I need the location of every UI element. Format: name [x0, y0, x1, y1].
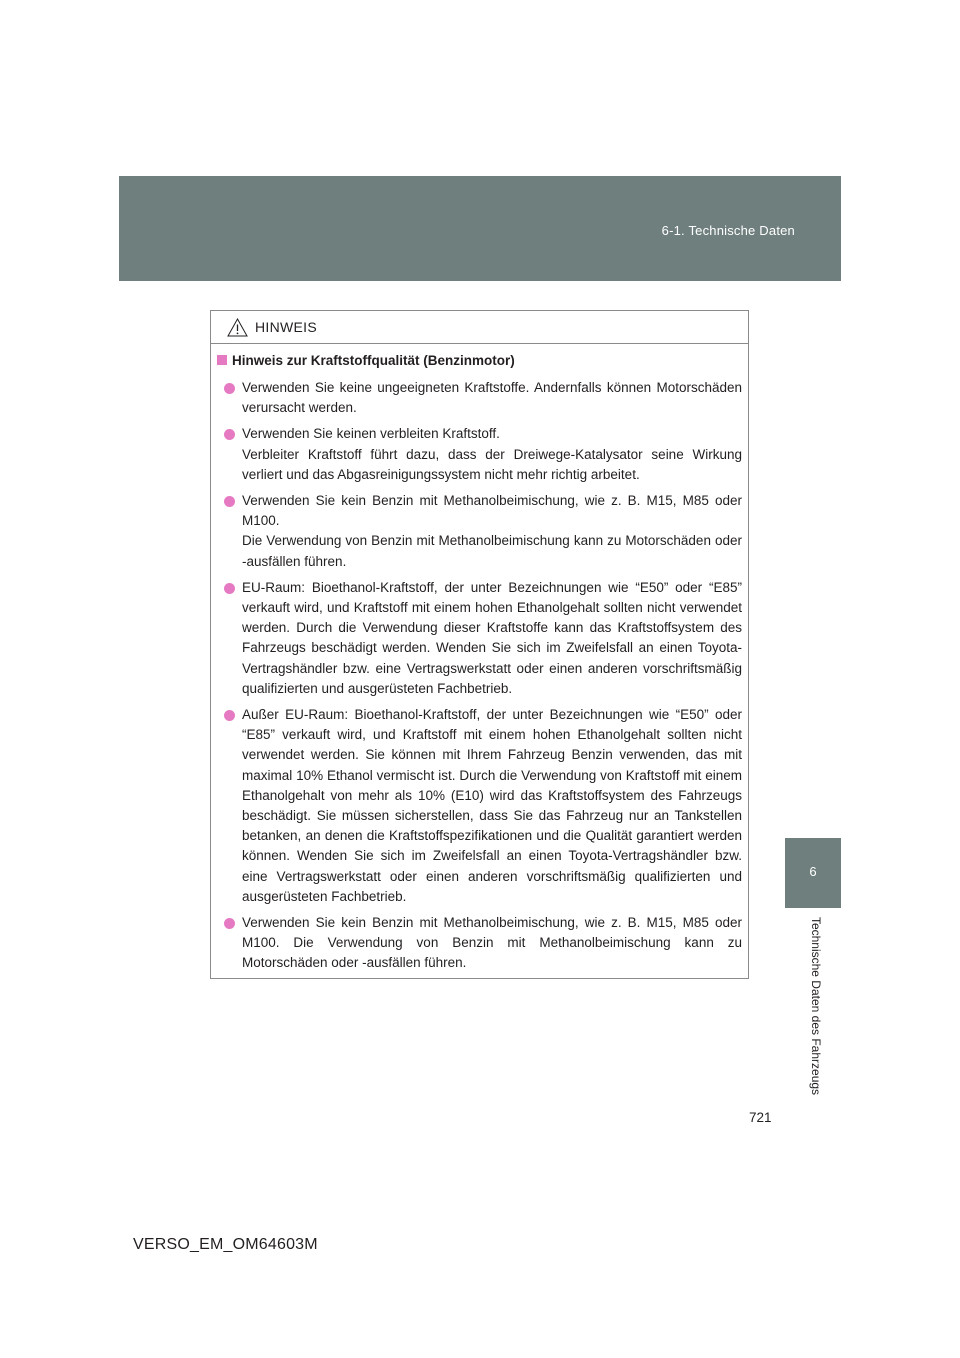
notice-items	[211, 378, 750, 980]
section-heading	[217, 353, 515, 368]
section-heading-text: Hinweis zur Kraftstoffqualität (Benzinmotor)	[232, 353, 515, 368]
list-item	[211, 491, 750, 572]
list-item-text: Verwenden Sie kein Benzin mit Methanolbeimischung, wie z. B. M15, M85 oder M100. Die Verwendung von Benzin mit Methanolbeimischung kann zu Motorschäden oder -ausfällen führen.	[242, 915, 742, 971]
circle-bullet-icon	[224, 496, 235, 507]
circle-bullet-icon	[224, 429, 235, 440]
list-item	[211, 578, 750, 699]
list-item	[211, 705, 750, 907]
notice-title: HINWEIS	[255, 319, 317, 335]
warning-triangle-icon	[227, 318, 248, 337]
header-band	[119, 176, 841, 281]
notice-box	[210, 310, 749, 979]
chapter-tab[interactable]	[785, 838, 841, 908]
page-number: 721	[749, 1110, 772, 1125]
list-item-text: Verwenden Sie kein Benzin mit Methanolbeimischung, wie z. B. M15, M85 oder M100.	[242, 493, 742, 529]
square-bullet-icon	[217, 355, 227, 365]
list-item-text: Außer EU-Raum: Bioethanol-Kraftstoff, der unter Bezeichnungen wie “E50” oder “E85” verkauft wird, und Kraftstoff mit einem hohen Ethanolgehalt sollten nicht verwendet werden. Sie können mit Ihrem Fahrzeug Benzin verwenden, das mit maximal 10% Ethanol vermischt ist. Durch die Verwendung von Kraftstoff mit einem Ethanolgehalt von mehr als 10% (E10) wird das Kraftstoffsystem des Fahrzeugs beschädigt. Sie müssen sicherstellen, dass Sie das Fahrzeug nur an Tankstellen betanken, an denen die Kraftstoffspezifikationen und die Qualität garantiert werden können. Wenden Sie sich im Zweifelsfall an einen Toyota-Vertragshändler bzw. eine Vertragswerkstatt oder einen anderen vorschriftsmäßig qualifizierten und ausgerüsteten Fachbetrieb.	[242, 707, 742, 904]
list-item	[211, 913, 750, 974]
list-item-text: Verwenden Sie keine ungeeigneten Kraftstoffe. Andernfalls können Motorschäden verursacht werden.	[242, 380, 742, 416]
circle-bullet-icon	[224, 583, 235, 594]
chapter-number: 6	[809, 864, 817, 879]
list-item	[211, 424, 750, 485]
section-title: 6-1. Technische Daten	[661, 223, 795, 238]
notice-header	[211, 311, 748, 344]
list-item-text: Die Verwendung von Benzin mit Methanolbeimischung kann zu Motorschäden oder -ausfällen führen.	[242, 533, 742, 569]
chapter-label: Technische Daten des Fahrzeugs	[809, 916, 823, 1096]
list-item-text: Verbleiter Kraftstoff führt dazu, dass der Dreiwege-Katalysator seine Wirkung verliert und das Abgasreinigungssystem nicht mehr richtig arbeitet.	[242, 446, 742, 482]
circle-bullet-icon	[224, 918, 235, 929]
list-item-text: EU-Raum: Bioethanol-Kraftstoff, der unter Bezeichnungen wie “E50” oder “E85” verkauft wird, und Kraftstoff mit einem hohen Ethanolgehalt sollten nicht verwendet werden. Durch die Verwendung dieser Kraftstoffe kann das Kraftstoffsystem des Fahrzeugs beschädigt werden. Wenden Sie sich im Zweifelsfall an einen Toyota-Vertragshändler bzw. eine Vertragswerkstatt oder einen anderen vorschriftsmäßig qualifizierten und ausgerüsteten Fachbetrieb.	[242, 579, 742, 696]
document-code: VERSO_EM_OM64603M	[133, 1236, 318, 1253]
list-item	[211, 378, 750, 418]
circle-bullet-icon	[224, 383, 235, 394]
circle-bullet-icon	[224, 710, 235, 721]
list-item-text: Verwenden Sie keinen verbleiten Kraftstoff.	[242, 426, 500, 442]
